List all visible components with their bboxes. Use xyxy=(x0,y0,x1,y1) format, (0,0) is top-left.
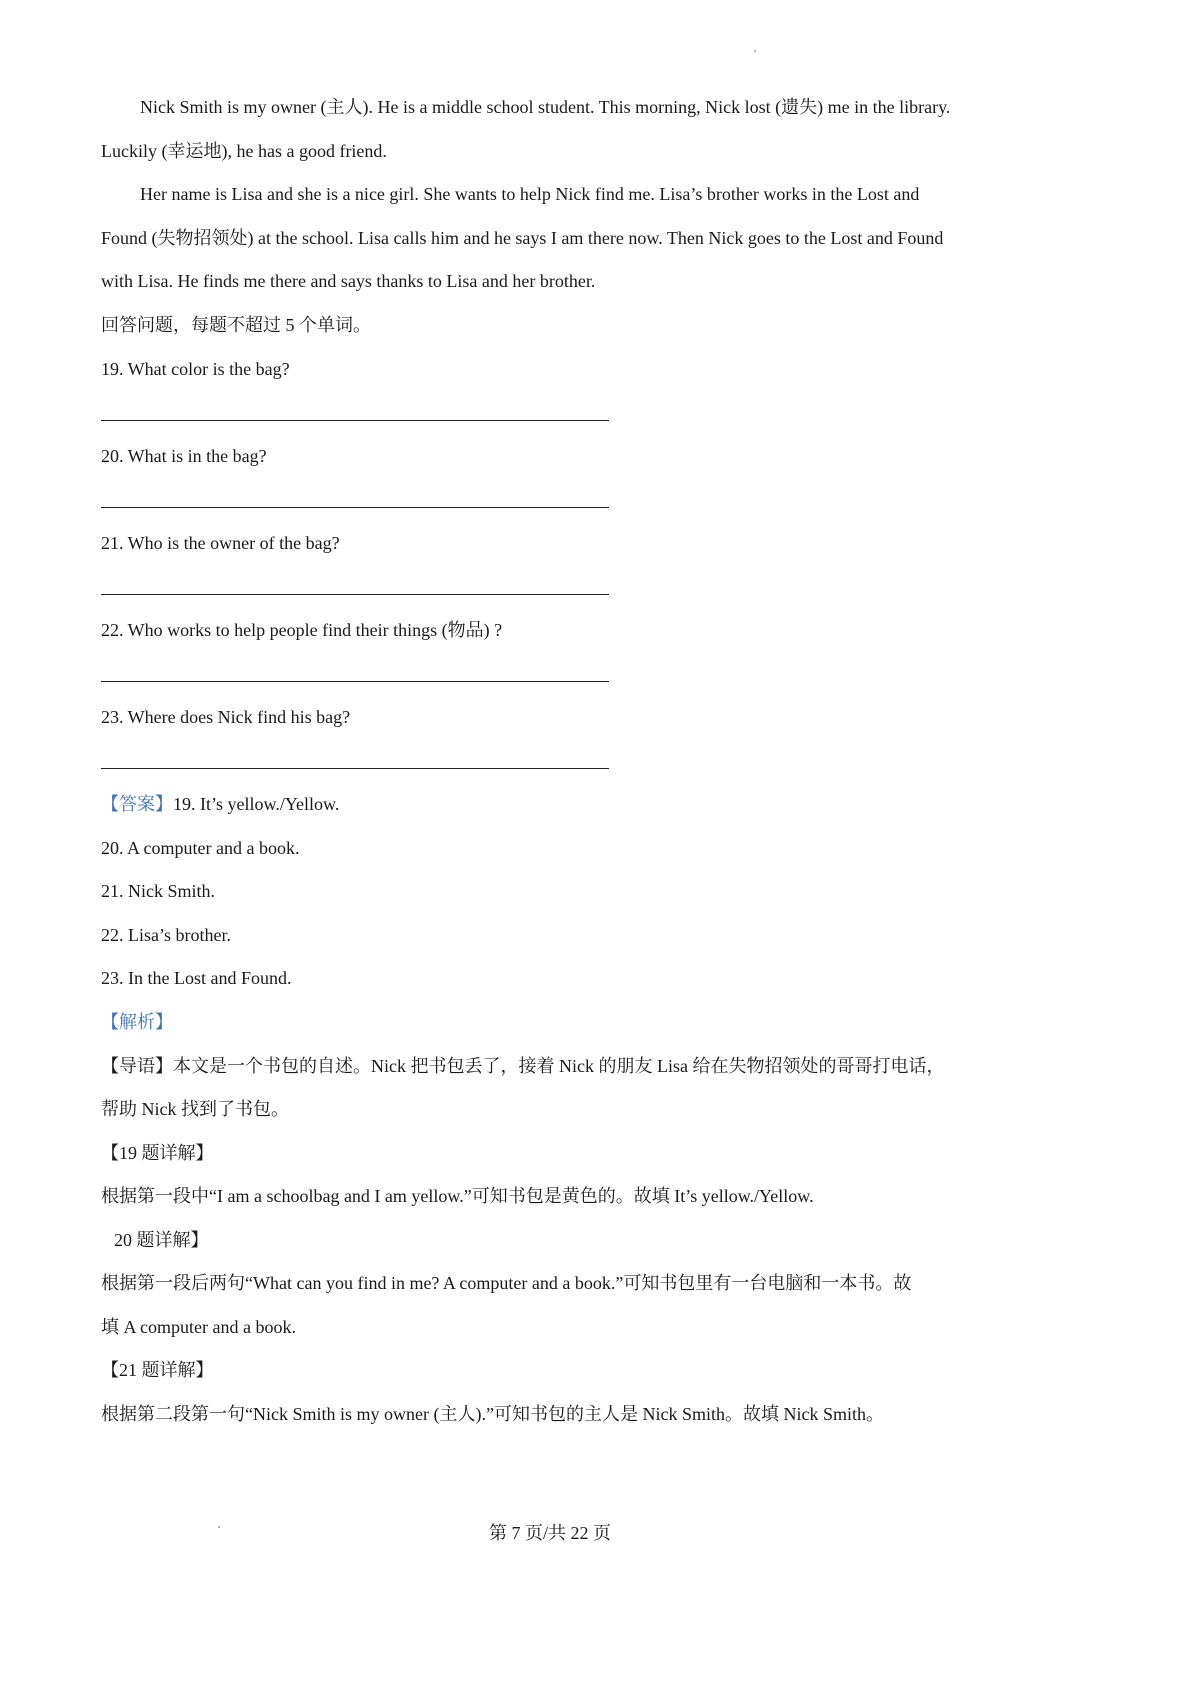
passage-line: Her name is Lisa and she is a nice girl. She wants to help Nick find me. Lisa’s brother works in the Lost and xyxy=(140,184,920,204)
answer-23: 23. In the Lost and Found. xyxy=(101,968,292,988)
question-23: 23. Where does Nick find his bag? xyxy=(101,707,351,727)
analysis-label: 【解析】 xyxy=(101,1012,173,1032)
answer-label: 【答案】 xyxy=(101,794,173,814)
answer-blank-19[interactable] xyxy=(101,420,609,421)
detail-heading-20: 20 题详解】 xyxy=(114,1230,209,1250)
passage-line: Luckily (幸运地), he has a good friend. xyxy=(101,141,387,161)
passage-line: with Lisa. He finds me there and says thanks to Lisa and her brother. xyxy=(101,271,596,291)
passage-line: Found (失物招领处) at the school. Lisa calls him and he says I am there now. Then Nick goes to the Lost and Found xyxy=(101,228,944,248)
detail-heading-21: 【21 题详解】 xyxy=(101,1360,214,1380)
page-footer: 第 7 页/共 22 页 xyxy=(488,1523,611,1543)
intro-line: 帮助 Nick 找到了书包。 xyxy=(101,1099,289,1119)
detail-body-19: 根据第一段中“I am a schoolbag and I am yellow.”可知书包是黄色的。故填 It’s yellow./Yellow. xyxy=(101,1186,814,1206)
answer-blank-21[interactable] xyxy=(101,594,609,595)
question-19: 19. What color is the bag? xyxy=(101,359,290,379)
answer-line-19 xyxy=(101,792,339,816)
intro-line: 【导语】本文是一个书包的自述。Nick 把书包丢了，接着 Nick 的朋友 Lisa 给在失物招领处的哥哥打电话， xyxy=(101,1056,945,1076)
answer-blank-20[interactable] xyxy=(101,507,609,508)
detail-body-20: 填 A computer and a book. xyxy=(101,1317,296,1337)
answer-19: 19. It’s yellow./Yellow. xyxy=(173,794,340,814)
detail-body-21: 根据第二段第一句“Nick Smith is my owner (主人).”可知书包的主人是 Nick Smith。故填 Nick Smith。 xyxy=(101,1404,884,1424)
detail-body-20: 根据第一段后两句“What can you find in me? A computer and a book.”可知书包里有一台电脑和一本书。故 xyxy=(101,1273,912,1293)
answer-20: 20. A computer and a book. xyxy=(101,838,300,858)
scan-speck xyxy=(754,50,756,52)
answer-22: 22. Lisa’s brother. xyxy=(101,925,231,945)
answer-blank-23[interactable] xyxy=(101,768,609,769)
answer-21: 21. Nick Smith. xyxy=(101,881,216,901)
passage-line: Nick Smith is my owner (主人). He is a middle school student. This morning, Nick lost (遗失) me in the library. xyxy=(140,97,951,117)
instruction: 回答问题，每题不超过 5 个单词。 xyxy=(101,315,371,335)
question-20: 20. What is in the bag? xyxy=(101,446,267,466)
question-22: 22. Who works to help people find their things (物品) ? xyxy=(101,620,503,640)
answer-blank-22[interactable] xyxy=(101,681,609,682)
detail-heading-19: 【19 题详解】 xyxy=(101,1143,214,1163)
question-21: 21. Who is the owner of the bag? xyxy=(101,533,340,553)
